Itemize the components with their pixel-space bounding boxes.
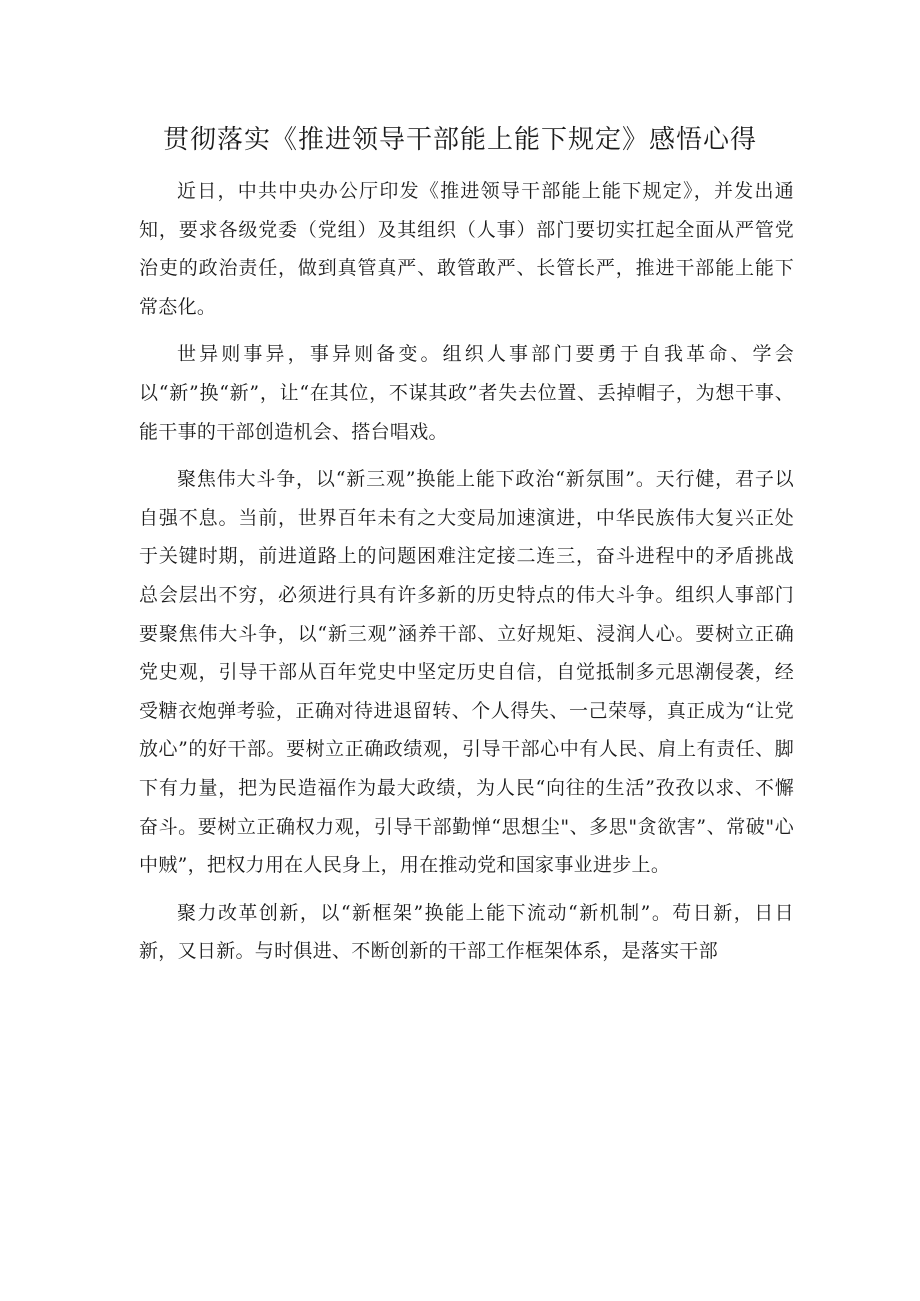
document-body [139, 172, 794, 971]
paragraph-reform: 聚力改革创新，以“新框架”换能上能下流动“新机制”。苟日新，日日新，又日新。与时俱进、不断创新的干部工作框架体系，是落实干部 [139, 901, 794, 963]
paragraph-change: 世异则事异，事异则备变。组织人事部门要勇于自我革命、学会以“新”换“新”，让“在其位，不谋其政”者失去位置、丢掉帽子，为想干事、能干事的干部创造机会、搭台唱戏。 [139, 343, 794, 443]
paragraph-struggle: 聚焦伟大斗争，以“新三观”换能上能下政治“新氛围”。天行健，君子以自强不息。当前，世界百年未有之大变局加速演进，中华民族伟大复兴正处于关键时期，前进道路上的问题困难注定接二连三，奋斗进程中的矛盾挑战总会层出不穷，必须进行具有许多新的历史特点的伟大斗争。组织人事部门要聚焦伟大斗争，以“新三观”涵养干部、立好规矩、浸润人心。要树立正确党史观，引导干部从百年党史中坚定历史自信，自觉抵制多元思潮侵袭，经受糖衣炮弹考验，正确对待进退留转、个人得失、一己荣辱，真正成为“让党放心”的好干部。要树立正确政绩观，引导干部心中有人民、肩上有责任、脚下有力量，把为民造福作为最大政绩，为人民“向往的生活”孜孜以求、不懈奋斗。要树立正确权力观，引导干部勤惮“思想尘"、多思"贪欲害”、常破"心中贼”，把权力用在人民身上，用在推动党和国家事业进步上。 [139, 468, 794, 877]
document-title: 贯彻落实《推进领导干部能上能下规定》感悟心得 [162, 125, 757, 155]
paragraph-intro: 近日，中共中央办公厅印发《推进领导干部能上能下规定》，并发出通知，要求各级党委（党组）及其组织（人事）部门要切实扛起全面从严管党治吏的政治责任，做到真管真严、敢管敢严、长管长严，推进干部能上能下常态化。 [139, 180, 794, 318]
